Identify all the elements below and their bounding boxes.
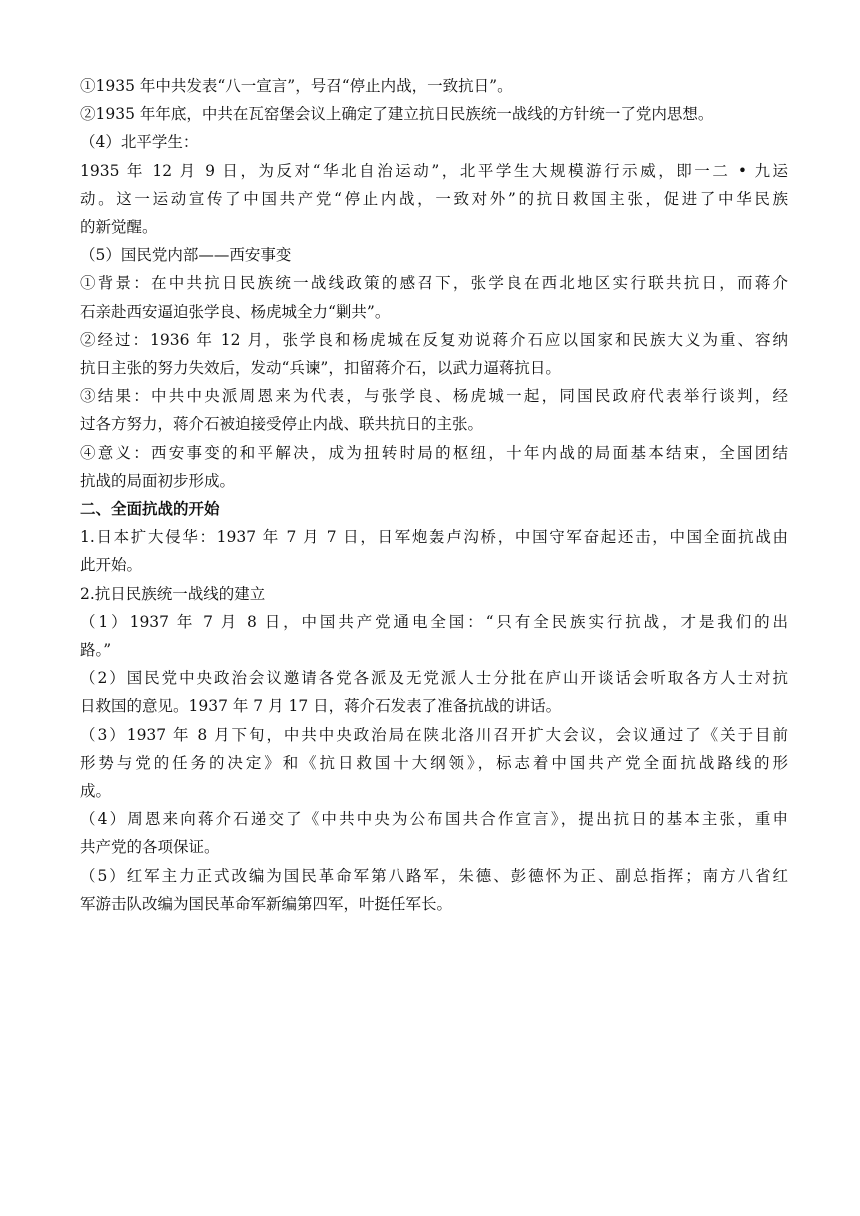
paragraph-line: （4）北平学生： — [80, 133, 199, 152]
paragraph-line: 军游击队改编为国民革命军新编第四军，叶挺任军长。 — [80, 894, 453, 913]
paragraph-line: 成。 — [80, 782, 112, 801]
paragraph — [80, 100, 788, 128]
paragraph — [80, 439, 788, 495]
section-heading — [80, 495, 788, 523]
paragraph-line: 抗日主张的努力失效后，发动“兵谏”，扣留蒋介石，以武力逼蒋抗日。 — [80, 359, 561, 378]
paragraph-line: （3）1937 年 8 月下旬，中共中央政治局在陕北洛川召开扩大会议，会议通过了《关于目前 — [80, 725, 788, 744]
paragraph — [80, 128, 788, 156]
paragraph — [80, 580, 788, 608]
paragraph-line: （2）国民党中央政治会议邀请各党各派及无党派人士分批在庐山开谈话会听取各方人士对抗 — [80, 669, 788, 688]
paragraph — [80, 523, 788, 579]
paragraph-line: （5）国民党内部——西安事变 — [80, 246, 292, 265]
paragraph-line: （1）1937 年 7 月 8 日，中国共产党通电全国：“只有全民族实行抗战，才是我们的出 — [80, 612, 788, 631]
paragraph-line: 形势与党的任务的决定》和《抗日救国十大纲领》，标志着中国共产党全面抗战路线的形 — [80, 753, 788, 772]
paragraph — [80, 805, 788, 861]
paragraph-line: 抗战的局面初步形成。 — [80, 471, 236, 490]
paragraph-line: 2.抗日民族统一战线的建立 — [80, 584, 266, 603]
heading-text: 二、全面抗战的开始 — [80, 500, 220, 519]
paragraph — [80, 608, 788, 664]
paragraph-line: 过各方努力，蒋介石被迫接受停止内战、联共抗日的主张。 — [80, 415, 484, 434]
paragraph-line: 的新觉醒。 — [80, 218, 158, 237]
paragraph-line: 石亲赴西安逼迫张学良、杨虎城全力“剿共”。 — [80, 302, 391, 321]
paragraph-line: ④意义：西安事变的和平解决，成为扭转时局的枢纽，十年内战的局面基本结束，全国团结 — [80, 443, 788, 462]
paragraph — [80, 721, 788, 806]
paragraph-line: ①背景：在中共抗日民族统一战线政策的感召下，张学良在西北地区实行联共抗日，而蒋介 — [80, 274, 788, 293]
paragraph — [80, 72, 788, 100]
paragraph-line: ②1935 年年底，中共在瓦窑堡会议上确定了建立抗日民族统一战线的方针统一了党内思想。 — [80, 105, 714, 124]
paragraph — [80, 326, 788, 382]
paragraph — [80, 382, 788, 438]
paragraph — [80, 157, 788, 242]
paragraph-line: （5）红军主力正式改编为国民革命军第八路军，朱德、彭德怀为正、副总指挥；南方八省红 — [80, 866, 788, 885]
paragraph-line: 此开始。 — [80, 556, 143, 575]
paragraph-line: 1.日本扩大侵华：1937 年 7 月 7 日，日军炮轰卢沟桥，中国守军奋起还击，中国全面抗战由 — [80, 528, 788, 547]
paragraph-line: 日救国的意见。1937 年 7 月 17 日，蒋介石发表了准备抗战的讲话。 — [80, 697, 562, 716]
paragraph-line: 路。” — [80, 641, 112, 660]
paragraph-line: ①1935 年中共发表“八一宣言”，号召“停止内战，一致抗日”。 — [80, 77, 513, 95]
document-body — [80, 72, 788, 918]
paragraph — [80, 664, 788, 720]
paragraph-line: 1935 年 12 月 9 日，为反对“华北自治运动”，北平学生大规模游行示威，即一二 • 九运 — [80, 161, 788, 180]
paragraph-line: ②经过：1936 年 12 月，张学良和杨虎城在反复劝说蒋介石应以国家和民族大义为重、容纳 — [80, 330, 788, 349]
paragraph — [80, 269, 788, 325]
paragraph-line: （4）周恩来向蒋介石递交了《中共中央为公布国共合作宣言》，提出抗日的基本主张，重申 — [80, 810, 788, 829]
paragraph — [80, 862, 788, 918]
paragraph-line: ③结果：中共中央派周恩来为代表，与张学良、杨虎城一起，同国民政府代表举行谈判，经 — [80, 387, 788, 406]
paragraph-line: 动。这一运动宣传了中国共产党“停止内战，一致对外”的抗日救国主张，促进了中华民族 — [80, 189, 788, 208]
paragraph-line: 共产党的各项保证。 — [80, 838, 220, 857]
paragraph — [80, 241, 788, 269]
